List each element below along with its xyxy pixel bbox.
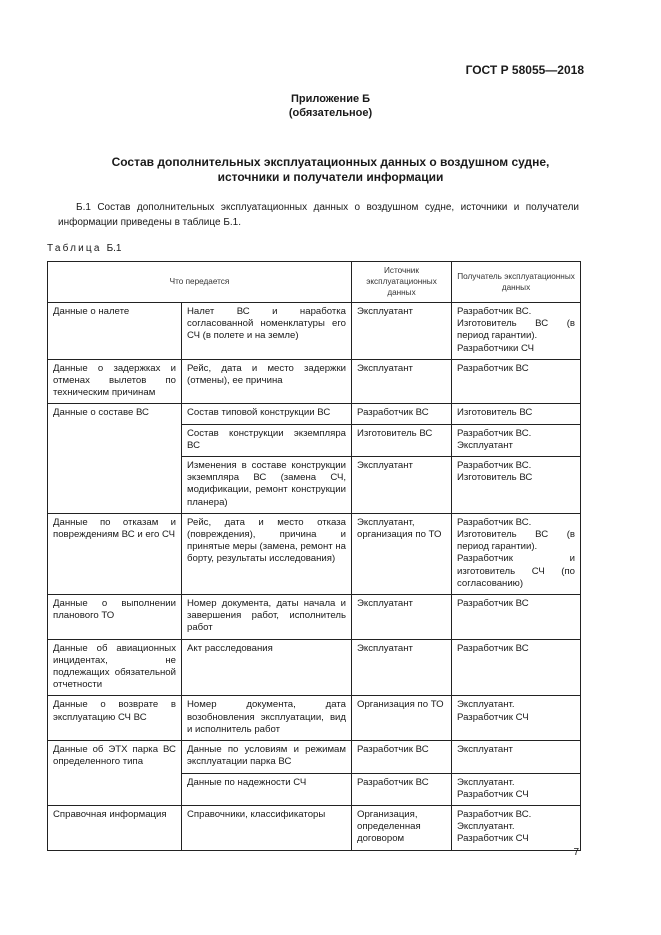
source-cell: Организация по ТО: [352, 696, 452, 741]
table-row: [48, 359, 581, 404]
section-title-line-1: Состав дополнительных эксплуатационных данных о воздушном судне,: [111, 155, 550, 169]
recipient-cell: Разработчик ВС. Эксплуатант. Разработчик СЧ: [452, 805, 581, 850]
recipient-cell: Эксплуатант: [452, 741, 581, 773]
source-cell: Эксплуатант: [352, 595, 452, 640]
recipient-cell: Разработчик ВС: [452, 639, 581, 696]
data-table: [47, 261, 581, 851]
source-cell: Эксплуатант: [352, 303, 452, 360]
category-cell: Данные об авиационных инцидентах, не подлежащих обязательной отчетности: [48, 639, 182, 696]
category-cell: Данные о выполнении планового ТО: [48, 595, 182, 640]
table-row: [48, 741, 581, 773]
table-row: [48, 513, 581, 594]
source-cell: Разработчик ВС: [352, 404, 452, 424]
data-cell: Номер документа, даты начала и завершения работ, исполнитель работ: [182, 595, 352, 640]
recipient-cell: Эксплуатант. Разработчик СЧ: [452, 773, 581, 805]
category-cell: Данные по отказам и повреждениям ВС и его СЧ: [48, 513, 182, 594]
table-caption-number: Б.1: [106, 243, 122, 254]
category-cell: Данные о составе ВС: [48, 404, 182, 513]
category-cell: Данные о возврате в эксплуатацию СЧ ВС: [48, 696, 182, 741]
table-row: [48, 805, 581, 850]
table-body: [48, 303, 581, 851]
table-row: [48, 696, 581, 741]
source-cell: Разработчик ВС: [352, 741, 452, 773]
data-cell: Данные по условиям и режимам эксплуатации парка ВС: [182, 741, 352, 773]
section-title: [0, 155, 661, 185]
source-cell: Эксплуатант: [352, 639, 452, 696]
table-caption-prefix: Таблица: [47, 243, 102, 254]
data-cell: Состав конструкции экземпляра ВС: [182, 424, 352, 456]
data-cell: Состав типовой конструкции ВС: [182, 404, 352, 424]
source-cell: Эксплуатант, организация по ТО: [352, 513, 452, 594]
header-what: Что передается: [48, 262, 352, 303]
table-row: [48, 404, 581, 424]
recipient-cell: Разработчик ВС. Изготовитель ВС (в период гарантии). Разработчики СЧ: [452, 303, 581, 360]
category-cell: Справочная информация: [48, 805, 182, 850]
table-caption: [47, 243, 122, 254]
table-row: [48, 303, 581, 360]
appendix-heading: [0, 92, 661, 120]
data-cell: Рейс, дата и место отказа (повреждения), причина и принятые меры (замена, ремонт на борту, результаты исследования): [182, 513, 352, 594]
recipient-cell: Разработчик ВС: [452, 359, 581, 404]
section-title-line-2: источники и получатели информации: [217, 170, 444, 184]
data-cell: Налет ВС и наработка согласованной номенклатуры его СЧ (в полете и на земле): [182, 303, 352, 360]
source-cell: Разработчик ВС: [352, 773, 452, 805]
header-source: Источник эксплуатационных данных: [352, 262, 452, 303]
data-cell: Данные по надежности СЧ: [182, 773, 352, 805]
data-cell: Рейс, дата и место задержки (отмены), ее причина: [182, 359, 352, 404]
category-cell: Данные о налете: [48, 303, 182, 360]
data-cell: Справочники, классификаторы: [182, 805, 352, 850]
appendix-subtitle: (обязательное): [288, 107, 373, 119]
appendix-title: Приложение Б: [290, 93, 371, 105]
header-recipient: Получатель эксплуатационных данных: [452, 262, 581, 303]
data-cell: Акт расследования: [182, 639, 352, 696]
recipient-cell: Эксплуатант. Разработчик СЧ: [452, 696, 581, 741]
page-number: 7: [573, 847, 579, 858]
source-cell: Изготовитель ВС: [352, 424, 452, 456]
source-cell: Эксплуатант: [352, 457, 452, 514]
recipient-cell: Разработчик ВС. Изготовитель ВС (в период гарантии). Разработчик и изготовитель СЧ (по согласованию): [452, 513, 581, 594]
recipient-cell: Разработчик ВС. Эксплуатант: [452, 424, 581, 456]
recipient-cell: Разработчик ВС: [452, 595, 581, 640]
category-cell: Данные об ЭТХ парка ВС определенного типа: [48, 741, 182, 806]
source-cell: Организация, определенная договором: [352, 805, 452, 850]
table-row: [48, 639, 581, 696]
data-cell: Изменения в составе конструкции экземпляра ВС (замена СЧ, модификации, ремонт конструкции планера): [182, 457, 352, 514]
source-cell: Эксплуатант: [352, 359, 452, 404]
standard-number: ГОСТ Р 58055—2018: [465, 63, 584, 77]
intro-paragraph: Б.1 Состав дополнительных эксплуатационных данных о воздушном судне, источники и получатели информации приведены в таблице Б.1.: [58, 202, 579, 228]
table-row: [48, 595, 581, 640]
category-cell: Данные о задержках и отменах вылетов по техническим причинам: [48, 359, 182, 404]
recipient-cell: Разработчик ВС. Изготовитель ВС: [452, 457, 581, 514]
data-cell: Номер документа, дата возобновления эксплуатации, вид и исполнитель работ: [182, 696, 352, 741]
recipient-cell: Изготовитель ВС: [452, 404, 581, 424]
